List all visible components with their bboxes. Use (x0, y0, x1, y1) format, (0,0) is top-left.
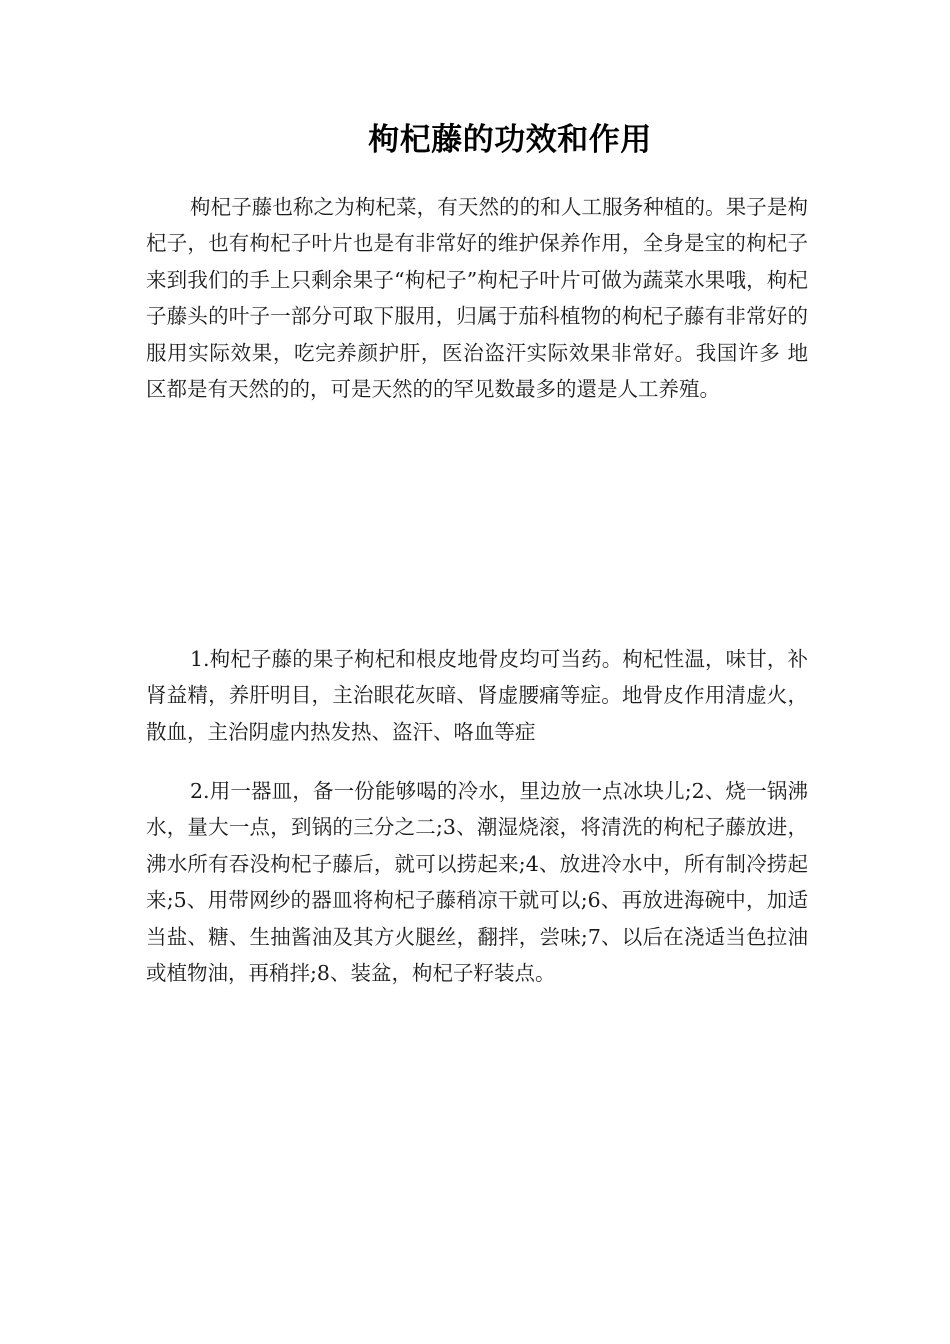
medicinal-use-paragraph: 1.枸杞子藤的果子枸杞和根皮地骨皮均可当药。枸杞性温，味甘，补肾益精，养肝明目，主治眼花灰暗、肾虚腰痛等症。地骨皮作用清虚火，散血，主治阴虚内热发热、盗汗、咯血等症 (146, 647, 808, 744)
preparation-steps-paragraph: 2.用一器皿，备一份能够喝的冷水，里边放一点冰块儿;2、烧一锅沸水，量大一点，到锅的三分之二;3、潮湿烧滚，将清洗的枸杞子藤放进，沸水所有吞没枸杞子藤后，就可以捞起来;4、放进冷水中，所有制冷捞起来;5、用带网纱的器皿将枸杞子藤稍凉干就可以;6、再放进海碗中，加适当盐、糖、生抽酱油及其方火腿丝，翻拌，尝味;7、以后在浇适当色拉油或植物油，再稍拌;8、装盆，枸杞子籽装点。 (146, 779, 808, 986)
document-title: 枸杞藤的功效和作用 (368, 122, 652, 158)
intro-paragraph: 枸杞子藤也称之为枸杞菜，有天然的的和人工服务种植的。果子是枸杞子，也有枸杞子叶片也是有非常好的维护保养作用，全身是宝的枸杞子来到我们的手上只剩余果子“枸杞子”枸杞子叶片可做为蔬菜水果哦，枸杞子藤头的叶子一部分可取下服用，归属于茄科植物的枸杞子藤有非常好的服用实际效果，吃完养颜护肝，医治盗汗实际效果非常好。我国许多 地区都是有天然的的，可是天然的的罕见数最多的還是人工养殖。 (146, 195, 808, 402)
